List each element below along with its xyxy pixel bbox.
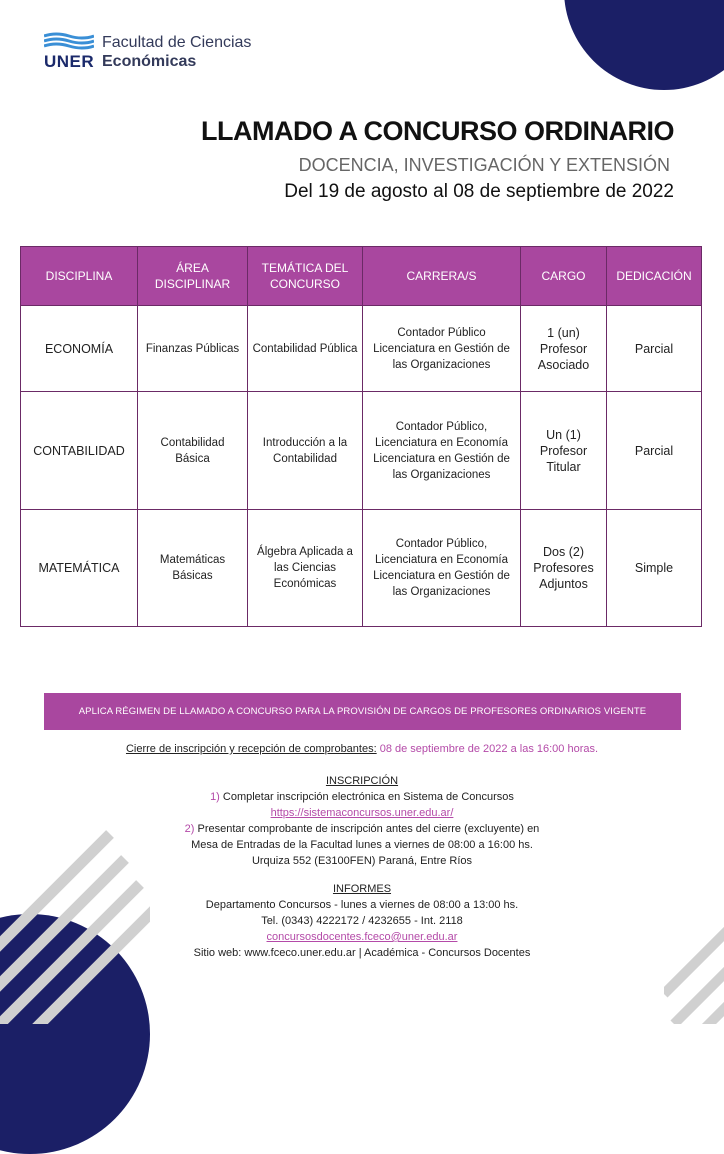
step-2-line-2: Mesa de Entradas de la Facultad lunes a viernes de 08:00 a 16:00 hs.: [191, 839, 533, 851]
informes-website: Sitio web: www.fceco.uner.edu.ar | Académica - Concursos Docentes: [193, 947, 531, 959]
cell-cargo: 1 (un) Profesor Asociado: [521, 306, 607, 392]
contest-table: [20, 246, 702, 627]
inscription-step-2: [0, 821, 724, 837]
closing-notice: [0, 741, 724, 757]
cell-tematica: Álgebra Aplicada a las Ciencias Económicas: [248, 510, 363, 627]
informes-heading: INFORMES: [332, 883, 392, 895]
informes-section: [0, 881, 724, 961]
column-header-tematica: TEMÁTICA DEL CONCURSO: [248, 247, 363, 306]
table-row: [21, 392, 702, 510]
cell-dedicacion: Parcial: [607, 392, 702, 510]
cell-cargo: Dos (2) Profesores Adjuntos: [521, 510, 607, 627]
column-header-disciplina: DISCIPLINA: [21, 247, 138, 306]
closing-value: 08 de septiembre de 2022 a las 16:00 horas.: [376, 743, 599, 755]
cell-carreras: Contador Público, Licenciatura en Economía Licenciatura en Gestión de las Organizaciones: [363, 510, 521, 627]
table-row: [21, 306, 702, 392]
cell-disciplina: ECONOMÍA: [21, 306, 138, 392]
step-2-text: Presentar comprobante de inscripción antes del cierre (excluyente) en: [194, 823, 540, 835]
step-2-number: 2): [184, 823, 195, 835]
step-1-text: Completar inscripción electrónica en Sistema de Concursos: [219, 791, 514, 803]
cell-carreras: Contador Público Licenciatura en Gestión de las Organizaciones: [363, 306, 521, 392]
table-row: [21, 510, 702, 627]
faculty-logo: [44, 32, 304, 76]
cell-dedicacion: Parcial: [607, 306, 702, 392]
table-header-row: [21, 247, 702, 306]
regime-banner: APLICA RÉGIMEN DE LLAMADO A CONCURSO PARA LA PROVISIÓN DE CARGOS DE PROFESORES ORDINARIOS VIGENTE: [44, 693, 681, 730]
date-range: Del 19 de agosto al 08 de septiembre de 2022: [284, 181, 674, 202]
informes-phone: Tel. (0343) 4222172 / 4232655 - Int. 2118: [261, 915, 463, 927]
column-header-area: ÁREA DISCIPLINAR: [138, 247, 248, 306]
informes-hours: Departamento Concursos - lunes a viernes de 08:00 a 13:00 hs.: [205, 899, 519, 911]
page-subtitle: DOCENCIA, INVESTIGACIÓN Y EXTENSIÓN: [298, 155, 670, 175]
cell-tematica: Contabilidad Pública: [248, 306, 363, 392]
step-1-number: 1): [210, 791, 220, 803]
closing-label: Cierre de inscripción y recepción de comprobantes:: [125, 743, 377, 755]
column-header-cargo: CARGO: [521, 247, 607, 306]
waves-icon: [44, 32, 94, 50]
cell-area: Finanzas Públicas: [138, 306, 248, 392]
inscription-section: [0, 773, 724, 869]
cell-disciplina: MATEMÁTICA: [21, 510, 138, 627]
page-title: LLAMADO A CONCURSO ORDINARIO: [201, 116, 674, 146]
column-header-dedicacion: DEDICACIÓN: [607, 247, 702, 306]
inscription-step-1: [0, 789, 724, 805]
cell-carreras: Contador Público, Licenciatura en Economía Licenciatura en Gestión de las Organizaciones: [363, 392, 521, 510]
logo-line-2: Económicas: [102, 53, 197, 70]
cell-cargo: Un (1) Profesor Titular: [521, 392, 607, 510]
cell-area: Matemáticas Básicas: [138, 510, 248, 627]
contact-email-link[interactable]: concursosdocentes.fceco@uner.edu.ar: [266, 931, 458, 943]
concursos-link[interactable]: https://sistemaconcursos.uner.edu.ar/: [270, 807, 454, 819]
logo-brand: UNER: [44, 52, 95, 71]
column-header-carreras: CARRERA/S: [363, 247, 521, 306]
decorative-circle-top-right: [564, 0, 724, 90]
cell-dedicacion: Simple: [607, 510, 702, 627]
logo-line-1: Facultad de Ciencias: [102, 34, 252, 51]
cell-area: Contabilidad Básica: [138, 392, 248, 510]
cell-disciplina: CONTABILIDAD: [21, 392, 138, 510]
inscription-heading: INSCRIPCIÓN: [325, 775, 399, 787]
cell-tematica: Introducción a la Contabilidad: [248, 392, 363, 510]
step-2-line-3: Urquiza 552 (E3100FEN) Paraná, Entre Ríos: [251, 855, 473, 867]
